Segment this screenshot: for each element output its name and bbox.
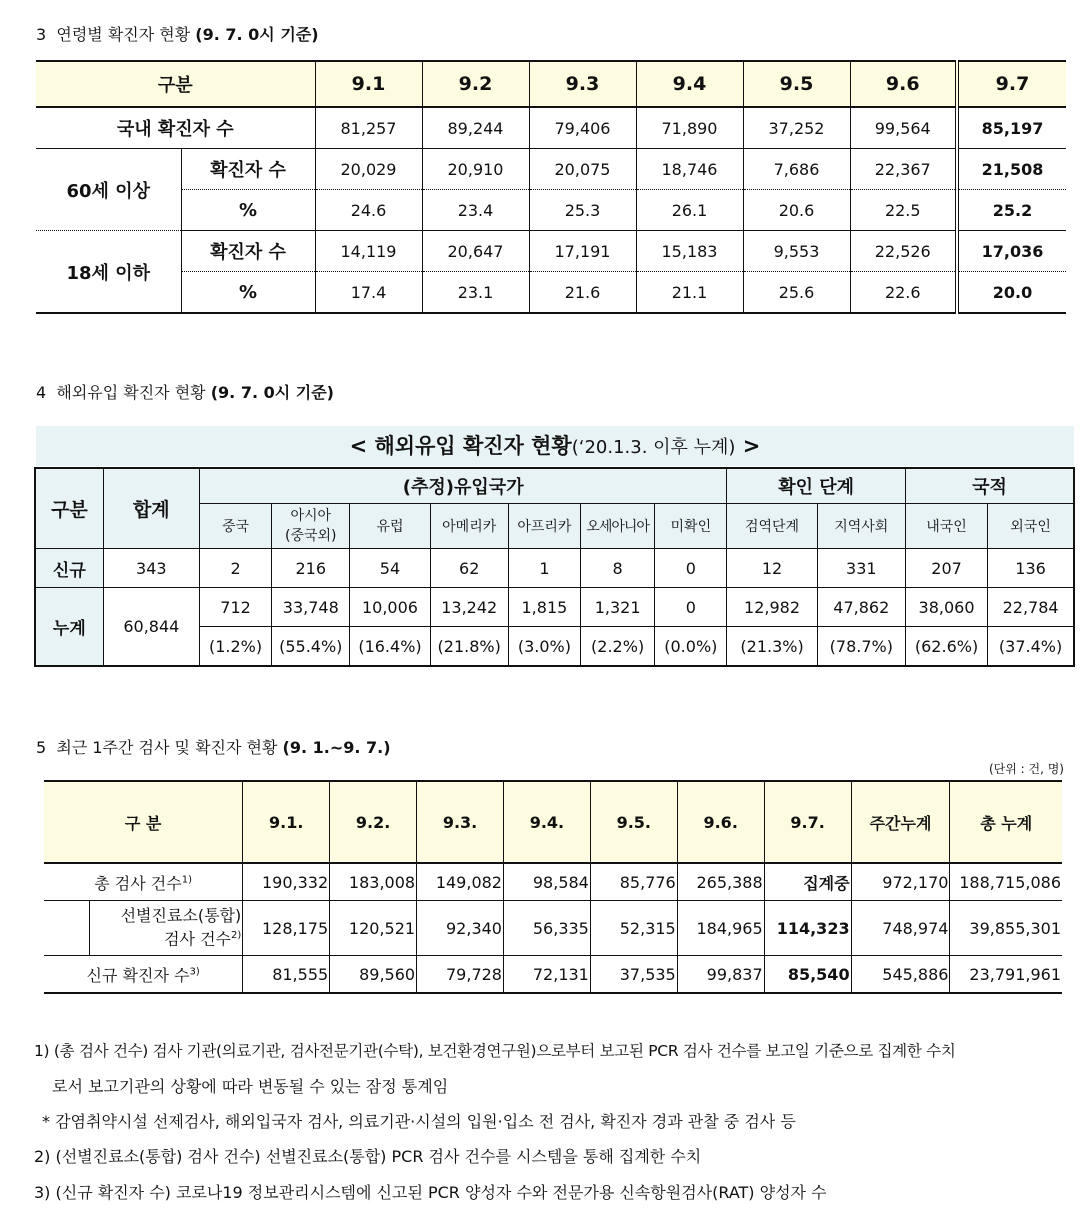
cell: 343 xyxy=(103,549,199,588)
cell: 545,886 xyxy=(851,956,950,994)
cell: 39,855,301 xyxy=(950,901,1062,956)
cell: 71,890 xyxy=(636,107,743,149)
cell-latest: 21,508 xyxy=(957,149,1066,190)
cell: 2 xyxy=(199,549,271,588)
row-label: % xyxy=(181,190,315,231)
header-date-latest: 9.7 xyxy=(957,61,1066,107)
table-row xyxy=(36,272,1066,314)
cell: 1,321 xyxy=(581,588,655,627)
cell: 89,560 xyxy=(330,956,417,994)
cell: 62 xyxy=(430,549,508,588)
cell: 20,075 xyxy=(529,149,636,190)
cell: 120,521 xyxy=(330,901,417,956)
header-col: 내국인 xyxy=(905,504,987,549)
header-col: 미확인 xyxy=(655,504,727,549)
row-label: % xyxy=(181,272,315,314)
cell: (1.2%) xyxy=(199,627,271,667)
footnote-1-star: * 감염취약시설 선제검사, 해외입국자 검사, 의료기관·시설의 입원·입소 전 검사, 확진자 경과 관찰 중 검사 등 xyxy=(42,1112,796,1131)
cell: 85,540 xyxy=(764,956,851,994)
cell-latest: 25.2 xyxy=(957,190,1066,231)
header-date: 9.7. xyxy=(764,781,851,863)
cell: 23.1 xyxy=(422,272,529,314)
footnote-1: 1) (총 검사 건수) 검사 기관(의료기관, 검사전문기관(수탁), 보건환경연구원)으로부터 보고된 PCR 검사 건수를 보고일 기준으로 집계한 수치 xyxy=(34,1042,956,1060)
cell: 12 xyxy=(727,549,817,588)
section3-title: 3 연령별 확진자 현황 (9. 7. 0시 기준) xyxy=(36,25,319,44)
cell: 38,060 xyxy=(905,588,987,627)
table-row xyxy=(36,190,1066,231)
age-cases-table xyxy=(36,60,1066,314)
footnote-3: 3) (신규 확진자 수) 코로나19 정보관리시스템에 신고된 PCR 양성자 수와 전문가용 신속항원검사(RAT) 양성자 수 xyxy=(34,1183,827,1202)
cell: 0 xyxy=(655,549,727,588)
cell: 25.3 xyxy=(529,190,636,231)
header-total: 합계 xyxy=(103,468,199,549)
cell: 748,974 xyxy=(851,901,950,956)
header-total: 총 누계 xyxy=(950,781,1062,863)
cell: (2.2%) xyxy=(581,627,655,667)
unit-label: (단위 : 건, 명) xyxy=(988,762,1064,776)
header-col: 지역사회 xyxy=(817,504,905,549)
table-row xyxy=(36,231,1066,272)
cell: 52,315 xyxy=(590,901,677,956)
header-date: 9.4. xyxy=(503,781,590,863)
cell: 54 xyxy=(350,549,430,588)
cell: 12,982 xyxy=(727,588,817,627)
cell: 23,791,961 xyxy=(950,956,1062,994)
cell: 24.6 xyxy=(315,190,422,231)
cell: 216 xyxy=(272,549,350,588)
footnote-2: 2) (선별진료소(통합) 검사 건수) 선별진료소(통합) PCR 검사 건수를 시스템을 통해 집계한 수치 xyxy=(34,1147,702,1166)
table-row xyxy=(44,863,1062,901)
table-header-row xyxy=(44,781,1062,863)
cell-latest: 20.0 xyxy=(957,272,1066,314)
cell: 22,784 xyxy=(988,588,1074,627)
cell: 136 xyxy=(988,549,1074,588)
row-label: 선별진료소(통합) 검사 건수$^{2)}$ xyxy=(89,901,242,956)
table-row xyxy=(44,901,1062,956)
footnote-1-cont: 로서 보고기관의 상황에 따라 변동될 수 있는 잠정 통계임 xyxy=(52,1077,449,1096)
cell: 13,242 xyxy=(430,588,508,627)
row-label: 총 검사 건수$^{1)}$ xyxy=(44,863,243,901)
cell: 18,746 xyxy=(636,149,743,190)
header-date: 9.5 xyxy=(743,61,850,107)
header-origin: (추정)유입국가 xyxy=(199,468,726,504)
table-row xyxy=(36,107,1066,149)
cell: 22,367 xyxy=(850,149,957,190)
cell: 114,323 xyxy=(764,901,851,956)
header-nationality: 국적 xyxy=(905,468,1074,504)
cell: 207 xyxy=(905,549,987,588)
header-col: 아시아 (중국외) xyxy=(272,504,350,549)
cell: 8 xyxy=(581,549,655,588)
row-label: 확진자 수 xyxy=(181,149,315,190)
header-col: 외국인 xyxy=(988,504,1074,549)
cell: 183,008 xyxy=(330,863,417,901)
header-col: 아프리카 xyxy=(508,504,580,549)
table-row xyxy=(36,149,1066,190)
cell: (62.6%) xyxy=(905,627,987,667)
cell: 14,119 xyxy=(315,231,422,272)
cell: 9,553 xyxy=(743,231,850,272)
header-date: 9.5. xyxy=(590,781,677,863)
cell: 23.4 xyxy=(422,190,529,231)
cell: 47,862 xyxy=(817,588,905,627)
header-gubun: 구분 xyxy=(36,61,315,107)
table-row xyxy=(44,956,1062,994)
header-date: 9.2. xyxy=(330,781,417,863)
cell: 10,006 xyxy=(350,588,430,627)
imported-cases-table xyxy=(34,467,1075,667)
header-col: 아메리카 xyxy=(430,504,508,549)
header-col: 유럽 xyxy=(350,504,430,549)
cell: 79,728 xyxy=(417,956,504,994)
header-col: 검역단계 xyxy=(727,504,817,549)
cell: 20,910 xyxy=(422,149,529,190)
cell: 17.4 xyxy=(315,272,422,314)
cell: 184,965 xyxy=(677,901,764,956)
cell-latest: 17,036 xyxy=(957,231,1066,272)
table-row xyxy=(35,549,1074,588)
imported-cases-caption: < 해외유입 확진자 현황(‘20.1.3. 이후 누계) > xyxy=(36,426,1074,466)
cell: 98,584 xyxy=(503,863,590,901)
header-weekly: 주간누계 xyxy=(851,781,950,863)
cell: 81,257 xyxy=(315,107,422,149)
header-date: 9.6 xyxy=(850,61,957,107)
cell: (37.4%) xyxy=(988,627,1074,667)
header-date: 9.2 xyxy=(422,61,529,107)
header-date: 9.3. xyxy=(417,781,504,863)
header-col: 오세아니아 xyxy=(581,504,655,549)
header-gubun: 구 분 xyxy=(44,781,243,863)
cell: 188,715,086 xyxy=(950,863,1062,901)
cell: 79,406 xyxy=(529,107,636,149)
cell: 99,564 xyxy=(850,107,957,149)
cell: (55.4%) xyxy=(272,627,350,667)
header-gubun: 구분 xyxy=(35,468,103,549)
header-date: 9.4 xyxy=(636,61,743,107)
cell: 149,082 xyxy=(417,863,504,901)
group-label: 60세 이상 xyxy=(36,149,181,231)
row-label: 국내 확진자 수 xyxy=(36,107,315,149)
cell: 15,183 xyxy=(636,231,743,272)
cell: (3.0%) xyxy=(508,627,580,667)
cell: 265,388 xyxy=(677,863,764,901)
cell: 56,335 xyxy=(503,901,590,956)
cell: 20,647 xyxy=(422,231,529,272)
cell-latest: 85,197 xyxy=(957,107,1066,149)
cell: 37,535 xyxy=(590,956,677,994)
table-header-row xyxy=(36,61,1066,107)
cell: 26.1 xyxy=(636,190,743,231)
cell: 21.6 xyxy=(529,272,636,314)
header-date: 9.3 xyxy=(529,61,636,107)
cell: 7,686 xyxy=(743,149,850,190)
cell: (78.7%) xyxy=(817,627,905,667)
cell: 22,526 xyxy=(850,231,957,272)
header-date: 9.1 xyxy=(315,61,422,107)
cell: 60,844 xyxy=(103,588,199,667)
header-col: 중국 xyxy=(199,504,271,549)
indent-cell xyxy=(44,901,89,956)
cell: 20.6 xyxy=(743,190,850,231)
row-label: 누계 xyxy=(35,588,103,667)
header-date: 9.1. xyxy=(243,781,330,863)
cell: 21.1 xyxy=(636,272,743,314)
cell: 22.5 xyxy=(850,190,957,231)
cell: 37,252 xyxy=(743,107,850,149)
cell: 712 xyxy=(199,588,271,627)
row-label: 신규 확진자 수$^{3)}$ xyxy=(86,965,200,985)
cell: 33,748 xyxy=(272,588,350,627)
weekly-tests-table xyxy=(44,780,1062,994)
cell: 0 xyxy=(655,588,727,627)
cell: 1,815 xyxy=(508,588,580,627)
cell: 20,029 xyxy=(315,149,422,190)
cell: 81,555 xyxy=(243,956,330,994)
cell: 89,244 xyxy=(422,107,529,149)
row-label: 확진자 수 xyxy=(181,231,315,272)
cell: (21.8%) xyxy=(430,627,508,667)
cell: 1 xyxy=(508,549,580,588)
table-row xyxy=(35,588,1074,627)
header-stage: 확인 단계 xyxy=(727,468,906,504)
cell: 17,191 xyxy=(529,231,636,272)
cell: (0.0%) xyxy=(655,627,727,667)
section5-title: 5 최근 1주간 검사 및 확진자 현황 (9. 1.~9. 7.) xyxy=(36,738,391,757)
header-date: 9.6. xyxy=(677,781,764,863)
cell: 집계중 xyxy=(764,863,851,901)
cell: 972,170 xyxy=(851,863,950,901)
cell: 25.6 xyxy=(743,272,850,314)
cell: 190,332 xyxy=(243,863,330,901)
cell: (16.4%) xyxy=(350,627,430,667)
cell: 85,776 xyxy=(590,863,677,901)
section4-title: 4 해외유입 확진자 현황 (9. 7. 0시 기준) xyxy=(36,383,334,402)
cell: 99,837 xyxy=(677,956,764,994)
row-label: 신규 xyxy=(35,549,103,588)
cell: 331 xyxy=(817,549,905,588)
cell: (21.3%) xyxy=(727,627,817,667)
cell: 92,340 xyxy=(417,901,504,956)
group-label: 18세 이하 xyxy=(66,262,150,284)
cell: 22.6 xyxy=(850,272,957,314)
cell: 128,175 xyxy=(243,901,330,956)
table-header-row xyxy=(35,468,1074,504)
cell: 72,131 xyxy=(503,956,590,994)
